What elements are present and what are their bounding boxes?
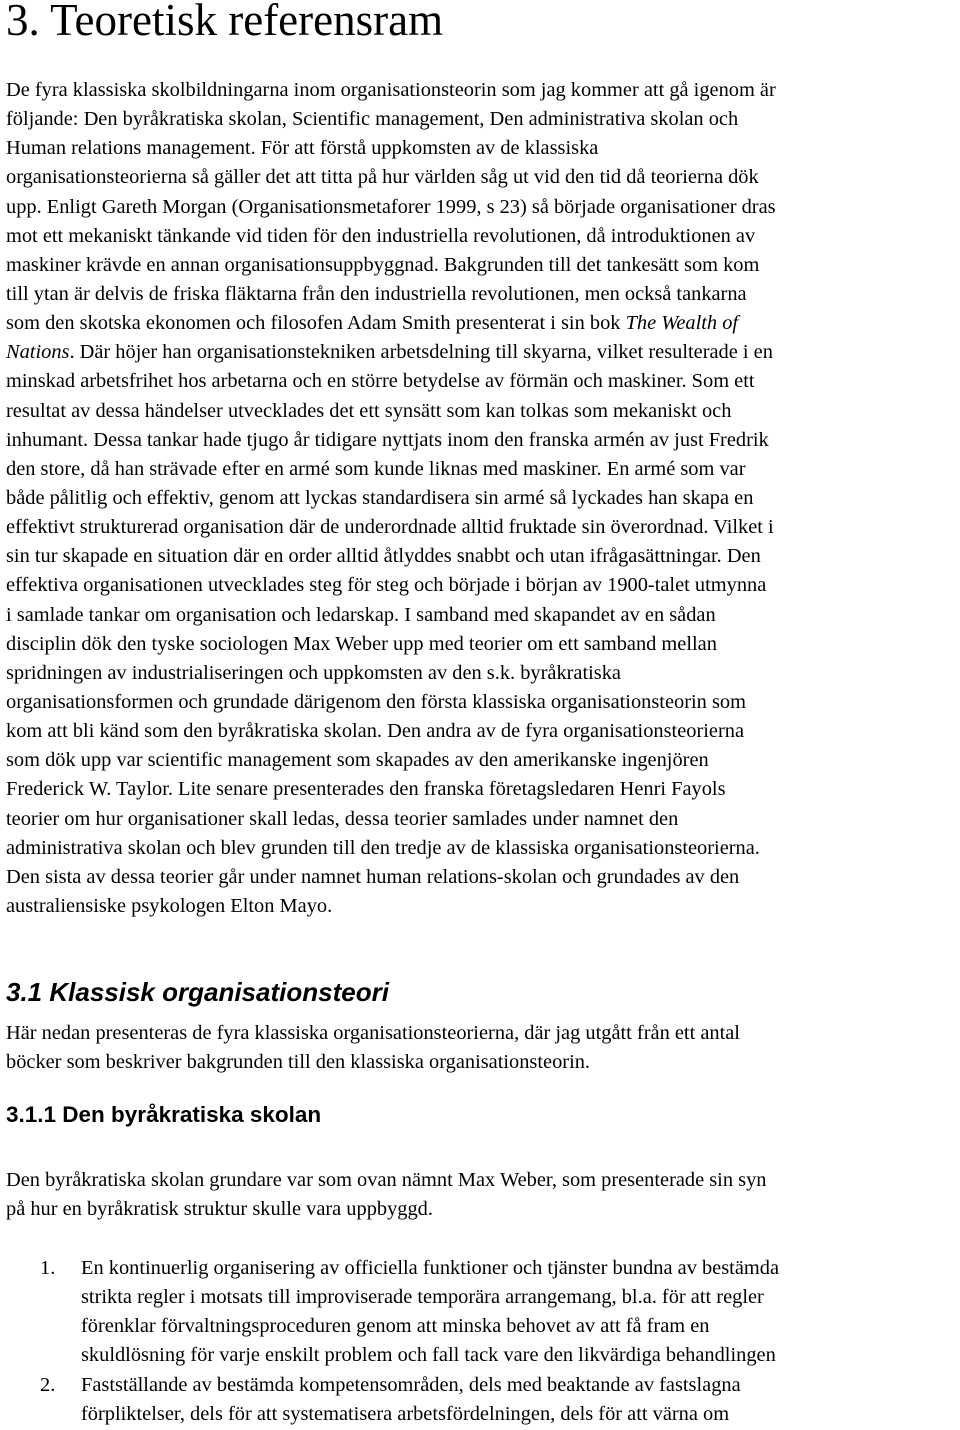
text-line: En kontinuerlig organisering av officiella funktioner och tjänster bundna av bestämda <box>81 1257 779 1279</box>
text-line: organisationsformen och grundade därigenom den första klassiska organisationsteorin som <box>6 690 746 713</box>
text-segment: . Där höjer han organisationstekniken arbetsdelning till skyarna, vilket resulterade i en <box>69 341 773 364</box>
text-line: effektiva organisationen utvecklades steg för steg och började i början av 1900-talet utmynna <box>6 574 767 597</box>
text-line: administrativa skolan och blev grunden till den tredje av de klassiska organisationsteorierna. <box>6 836 760 859</box>
text-line: resultat av dessa händelser utvecklades det ett synsätt som kan tolkas som mekaniskt och <box>6 399 732 422</box>
text-segment: som den skotska ekonomen och filosofen Adam Smith presenterat i sin bok <box>6 312 626 335</box>
text-line: böcker som beskriver bakgrunden till den klassiska organisationsteorin. <box>6 1051 591 1073</box>
text-line: minskad arbetsfrihet hos arbetarna och en större betydelse av förmän och maskiner. Som ett <box>6 370 755 393</box>
text-line <box>6 338 960 367</box>
text-line: Den byråkratiska skolan grundare var som ovan nämnt Max Weber, som presenterade sin syn <box>6 1169 767 1191</box>
list-item <box>0 1371 960 1429</box>
text-line: den store, då han strävade efter en armé som kunde liknas med maskiner. En armé som var <box>6 457 746 480</box>
text-line <box>6 309 960 338</box>
text-line: som dök upp var scientific management som skapades av den amerikanske ingenjören <box>6 749 709 772</box>
text-line: teorier om hur organisationer skall ledas, dessa teorier samlades under namnet den <box>6 807 679 830</box>
text-line: maskiner krävde en annan organisationsuppbyggnad. Bakgrunden till det tankesätt som kom <box>6 253 760 276</box>
text-line: upp. Enligt Gareth Morgan (Organisationsmetaforer 1999, s 23) så började organisationer dras <box>6 195 776 218</box>
list-item-number: 1. <box>40 1257 56 1279</box>
list-item-text <box>81 1254 960 1371</box>
book-title-continued: Nations <box>6 341 70 364</box>
text-line: organisationsteorierna så gäller det att titta på hur världen såg ut vid den tid då teorierna dök <box>6 166 759 189</box>
text-line: mot ett mekaniskt tänkande vid tiden för den industriella revolutionen, då introduktionen av <box>6 224 756 247</box>
subsection-heading: 3.1.1 Den byråkratiska skolan <box>6 1102 322 1127</box>
text-line: strikta regler i motsats till improviserade temporära arrangemang, bl.a. för att regler <box>81 1286 764 1309</box>
text-line: på hur en byråkratisk struktur skulle vara uppbyggd. <box>6 1198 433 1220</box>
numbered-list <box>0 1254 960 1429</box>
book-title: The Wealth of <box>625 312 739 335</box>
section-intro-paragraph <box>6 1019 960 1077</box>
text-line: australiensiske psykologen Elton Mayo. <box>6 894 333 917</box>
text-line: spridningen av industrialiseringen och uppkomsten av den s.k. byråkratiska <box>6 661 621 684</box>
list-item-text <box>81 1371 960 1429</box>
text-line: Den sista av dessa teorier går under namnet human relations-skolan och grundades av den <box>6 865 740 888</box>
text-line: skuldlösning för varje enskilt problem och fall tack vare den likvärdiga behandlingen <box>81 1344 776 1367</box>
text-line: disciplin dök den tyske sociologen Max Weber upp med teorier om ett samband mellan <box>6 632 717 655</box>
text-line: både pålitlig och effektiv, genom att lyckas standardisera sin armé så lyckades han skapa en <box>6 486 754 509</box>
subsection-paragraph <box>6 1166 960 1224</box>
text-line: till ytan är delvis de friska fläktarna från den industriella revolutionen, men också tankarna <box>6 282 747 305</box>
section-heading: 3.1 Klassisk organisationsteori <box>6 977 389 1007</box>
text-line: Här nedan presenteras de fyra klassiska organisationsteorierna, där jag utgått från ett antal <box>6 1022 740 1044</box>
text-line: kom att bli känd som den byråkratiska skolan. Den andra av de fyra organisationsteorierna <box>6 720 744 743</box>
chapter-heading: 3. Teoretisk referensram <box>6 0 444 45</box>
text-line: Human relations management. För att förstå uppkomsten av de klassiska <box>6 137 599 160</box>
text-line: förenklar förvaltningsproceduren genom att minska behovet av att få fram en <box>81 1315 710 1338</box>
text-line: inhumant. Dessa tankar hade tjugo år tidigare nyttjats inom den franska armén av just Fredrik <box>6 428 769 451</box>
text-line: sin tur skapade en situation där en order alltid åtlyddes snabbt och utan ifrågasättningar. Den <box>6 545 761 568</box>
text-line: effektivt strukturerad organisation där de underordnade alltid fruktade sin överordnad. Vilket i <box>6 516 774 539</box>
text-line: De fyra klassiska skolbildningarna inom organisationsteorin som jag kommer att gå igenom är <box>6 79 776 101</box>
list-item <box>0 1254 960 1371</box>
text-line: Frederick W. Taylor. Lite senare presenterades den franska företagsledaren Henri Fayols <box>6 778 726 801</box>
list-item-number: 2. <box>40 1373 56 1396</box>
text-line: i samlade tankar om organisation och ledarskap. I samband med skapandet av en sådan <box>6 603 716 626</box>
intro-paragraph <box>6 76 960 921</box>
text-line: följande: Den byråkratiska skolan, Scientific management, Den administrativa skolan och <box>6 108 739 131</box>
text-line: förpliktelser, dels för att systematisera arbetsfördelningen, dels för att värna om <box>81 1402 730 1425</box>
text-line: Fastställande av bestämda kompetensområden, dels med beaktande av fastslagna <box>81 1373 741 1396</box>
